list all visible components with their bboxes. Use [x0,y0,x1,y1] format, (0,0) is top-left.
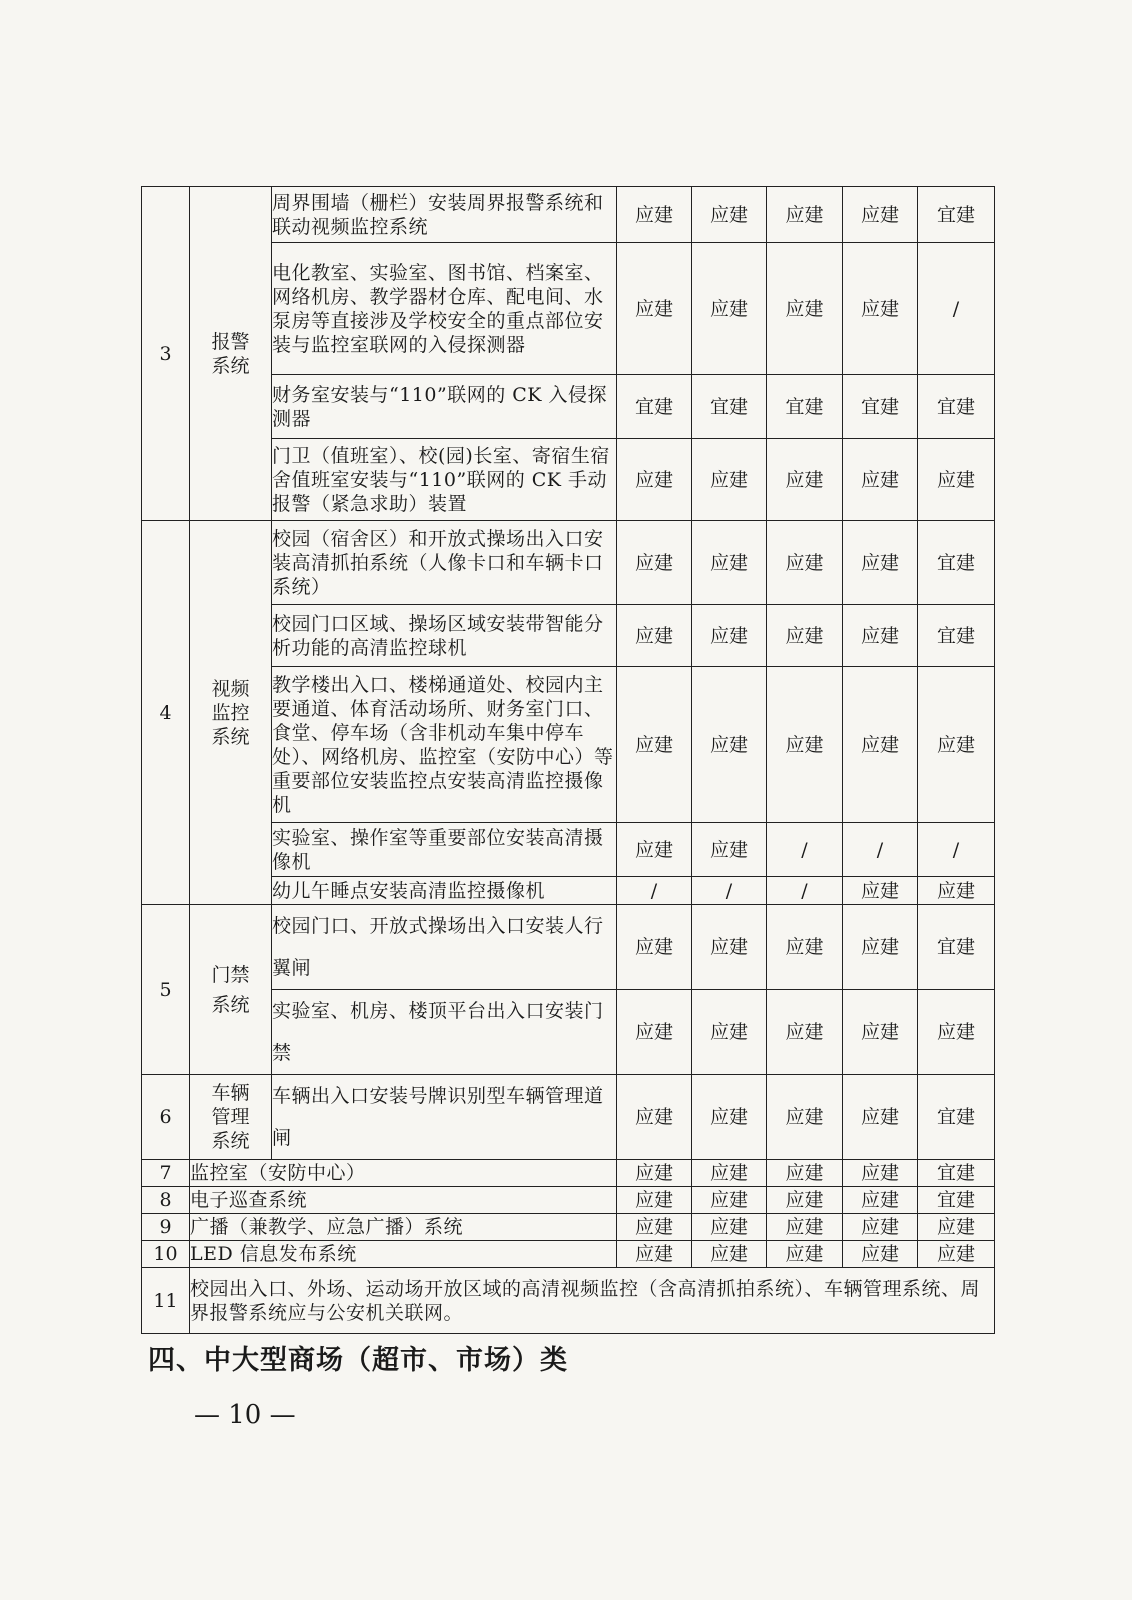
requirement-value: 宜建 [918,375,995,439]
table-row [142,1268,995,1334]
requirement-value: 应建 [692,243,767,375]
requirement-description: 实验室、机房、楼顶平台出入口安装门禁 [272,990,617,1075]
requirement-value: 宜建 [918,605,995,667]
row-number: 6 [142,1075,190,1160]
requirement-description: 实验室、操作室等重要部位安装高清摄像机 [272,823,617,877]
requirement-value: 应建 [767,1075,843,1160]
requirement-value: 应建 [767,1241,843,1268]
requirement-value: / [843,823,918,877]
requirement-value: 应建 [617,243,692,375]
requirement-description: 电化教室、实验室、图书馆、档案室、网络机房、教学器材仓库、配电间、水泵房等直接涉及学校安全的重点部位安装与监控室联网的入侵探测器 [272,243,617,375]
requirement-value: 应建 [767,990,843,1075]
requirement-value: 应建 [767,905,843,990]
row-number: 11 [142,1268,190,1334]
requirement-value: 应建 [617,439,692,521]
requirement-description: 周界围墙（栅栏）安装周界报警系统和联动视频监控系统 [272,187,617,243]
requirement-value: 应建 [692,187,767,243]
table-row [142,187,995,243]
requirement-value: 应建 [843,1214,918,1241]
requirement-value: 应建 [692,1160,767,1187]
security-requirements-table [141,186,995,1334]
table-row [142,1214,995,1241]
requirement-value: 应建 [692,1214,767,1241]
requirement-value: 应建 [843,877,918,905]
note-cell: 校园出入口、外场、运动场开放区域的高清视频监控（含高清抓拍系统）、车辆管理系统、周界报警系统应与公安机关联网。 [190,1268,995,1334]
requirement-value: 应建 [692,823,767,877]
requirement-value: 应建 [918,877,995,905]
requirement-value: 宜建 [843,375,918,439]
requirement-item: 电子巡查系统 [190,1187,617,1214]
requirement-value: 应建 [767,667,843,823]
requirement-value: 应建 [843,1075,918,1160]
requirement-value: 应建 [843,439,918,521]
requirement-value: 宜建 [767,375,843,439]
requirement-value: 宜建 [617,375,692,439]
requirement-item: 监控室（安防中心） [190,1160,617,1187]
requirement-value: 应建 [767,1187,843,1214]
requirement-value: 应建 [617,905,692,990]
requirement-value: 应建 [692,1241,767,1268]
requirement-value: 应建 [843,521,918,605]
requirement-value: 应建 [617,605,692,667]
requirement-value: 应建 [617,521,692,605]
row-number: 5 [142,905,190,1075]
requirement-value: 应建 [617,823,692,877]
requirement-value: 应建 [617,1241,692,1268]
requirement-value: 应建 [767,605,843,667]
row-number: 10 [142,1241,190,1268]
category-cell: 车辆 管理 系统 [190,1075,272,1160]
requirement-value: 应建 [918,1214,995,1241]
requirement-value: 宜建 [918,521,995,605]
requirement-value: 应建 [767,187,843,243]
category-cell: 门禁 系统 [190,905,272,1075]
requirement-value: / [617,877,692,905]
requirement-item: LED 信息发布系统 [190,1241,617,1268]
requirement-value: 应建 [767,1160,843,1187]
row-number: 3 [142,187,190,521]
row-number: 8 [142,1187,190,1214]
category-cell: 报警 系统 [190,187,272,521]
requirement-value: / [767,823,843,877]
requirement-value: 应建 [617,990,692,1075]
requirement-value: / [918,243,995,375]
requirement-description: 校园门口、开放式操场出入口安装人行翼闸 [272,905,617,990]
requirement-value: 宜建 [692,375,767,439]
requirement-value: 宜建 [918,187,995,243]
requirement-value: 应建 [767,243,843,375]
table-row [142,521,995,605]
requirement-description: 校园（宿舍区）和开放式操场出入口安装高清抓拍系统（人像卡口和车辆卡口系统） [272,521,617,605]
section-heading: 四、中大型商场（超市、市场）类 [148,1345,568,1376]
requirement-value: / [918,823,995,877]
requirement-value: 应建 [767,1214,843,1241]
requirement-value: 应建 [843,1241,918,1268]
requirement-value: 应建 [918,439,995,521]
requirement-value: / [692,877,767,905]
requirement-description: 财务室安装与“110”联网的 CK 入侵探测器 [272,375,617,439]
requirement-value: 应建 [617,1160,692,1187]
page-number: — 10 — [194,1400,296,1430]
requirement-value: 应建 [617,1187,692,1214]
requirement-value: 应建 [843,667,918,823]
requirement-description: 门卫（值班室）、校(园)长室、寄宿生宿舍值班室安装与“110”联网的 CK 手动报警（紧急求助）装置 [272,439,617,521]
requirement-value: 应建 [767,521,843,605]
requirement-value: 应建 [617,187,692,243]
requirement-value: 宜建 [918,1075,995,1160]
requirement-value: 宜建 [918,905,995,990]
requirement-value: 应建 [692,1075,767,1160]
requirement-value: 应建 [843,990,918,1075]
table-row [142,905,995,990]
row-number: 4 [142,521,190,905]
table-row [142,1241,995,1268]
requirement-item: 广播（兼教学、应急广播）系统 [190,1214,617,1241]
requirement-value: 应建 [843,905,918,990]
requirement-value: 宜建 [918,1160,995,1187]
requirement-description: 校园门口区域、操场区域安装带智能分析功能的高清监控球机 [272,605,617,667]
requirement-value: 应建 [843,605,918,667]
requirement-description: 车辆出入口安装号牌识别型车辆管理道闸 [272,1075,617,1160]
category-cell: 视频 监控 系统 [190,521,272,905]
requirement-value: 应建 [918,1241,995,1268]
requirement-value: 应建 [692,990,767,1075]
requirement-value: 应建 [767,439,843,521]
requirement-value: 应建 [692,905,767,990]
requirement-value: 应建 [918,990,995,1075]
table-row [142,1160,995,1187]
row-number: 9 [142,1214,190,1241]
requirement-value: 应建 [692,605,767,667]
requirement-value: 应建 [692,667,767,823]
requirement-value: 应建 [918,667,995,823]
requirement-value: 应建 [692,1187,767,1214]
requirement-value: 应建 [843,243,918,375]
requirement-value: 应建 [843,1160,918,1187]
row-number: 7 [142,1160,190,1187]
requirement-value: 宜建 [918,1187,995,1214]
table-row [142,1075,995,1160]
requirement-value: / [767,877,843,905]
requirement-value: 应建 [692,439,767,521]
requirement-value: 应建 [617,1214,692,1241]
requirement-value: 应建 [692,521,767,605]
requirement-description: 教学楼出入口、楼梯通道处、校园内主要通道、体育活动场所、财务室门口、食堂、停车场（含非机动车集中停车处）、网络机房、监控室（安防中心）等重要部位安装监控点安装高清监控摄像机 [272,667,617,823]
requirement-value: 应建 [617,1075,692,1160]
requirement-value: 应建 [843,1187,918,1214]
requirement-value: 应建 [843,187,918,243]
requirement-description: 幼儿午睡点安装高清监控摄像机 [272,877,617,905]
table-row [142,1187,995,1214]
requirement-value: 应建 [617,667,692,823]
